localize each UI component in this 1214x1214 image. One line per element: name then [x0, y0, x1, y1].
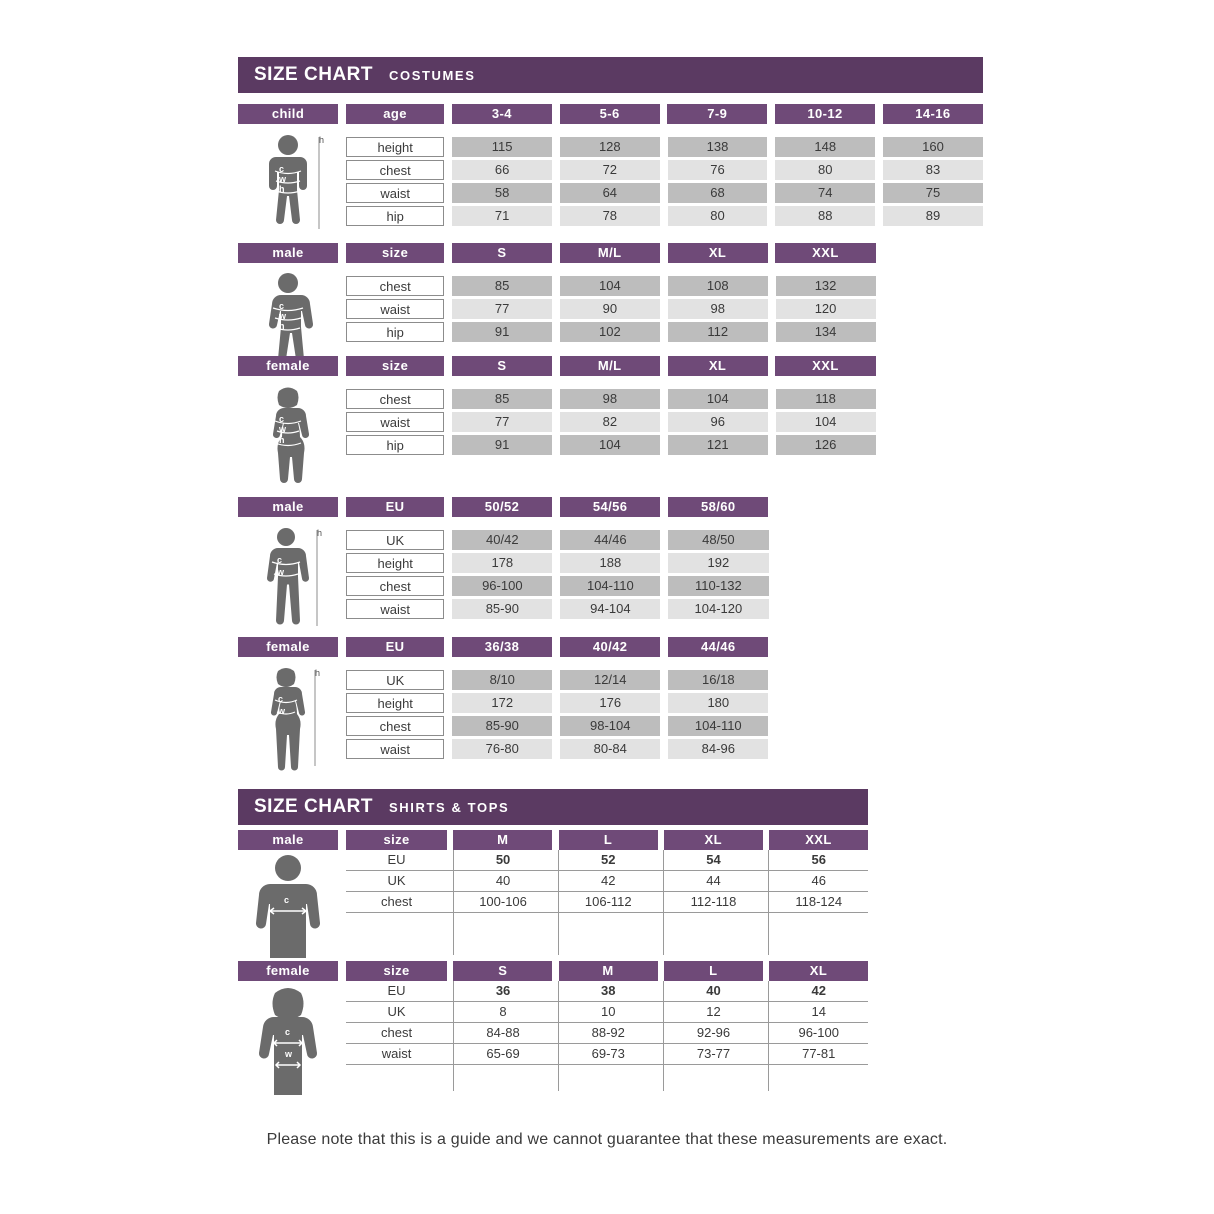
table-row: UK 40 42 44 46 — [346, 871, 868, 892]
child-figure — [238, 137, 338, 238]
table-row: EU 36 38 40 42 — [346, 981, 868, 1002]
mark-h: h — [279, 321, 285, 331]
table-row: waist 77 82 96 104 — [346, 412, 983, 432]
height-arrow-icon — [317, 133, 321, 233]
banner-subtitle: SHIRTS & TOPS — [389, 799, 510, 815]
column-header-row: size S M/L XL XXL — [346, 243, 983, 263]
column-header-row: EU 50/52 54/56 58/60 — [346, 497, 983, 517]
column-header-row: EU 36/38 40/42 44/46 — [346, 637, 983, 657]
mark-w: w — [278, 706, 286, 716]
table-row: height 115 128 138 148 160 — [346, 137, 983, 157]
table-row: chest 85 98 104 118 — [346, 389, 983, 409]
group-label-male-eu: male — [238, 497, 338, 517]
male-eu-figure — [238, 530, 338, 632]
section-male-costumes — [238, 243, 983, 370]
section-child-costumes — [238, 104, 983, 238]
section-male-tops — [238, 830, 868, 964]
mark-w: w — [279, 311, 287, 321]
section-female-tops — [238, 961, 868, 1095]
table-row: hip 71 78 80 88 89 — [346, 206, 983, 226]
table-row: waist 85-90 94-104 104-120 — [346, 599, 983, 619]
mark-height: h — [319, 135, 325, 145]
footer-note: Please note that this is a guide and we cannot guarantee that these measurements are exact. — [266, 1131, 948, 1148]
table-row: chest 85-90 98-104 104-110 — [346, 716, 983, 736]
mark-height: h — [317, 528, 323, 538]
table-row: UK 8/10 12/14 16/18 — [346, 670, 983, 690]
mark-w: w — [285, 1049, 293, 1059]
table-row: waist 65-69 69-73 73-77 77-81 — [346, 1044, 868, 1065]
section-male-eu — [238, 497, 983, 632]
banner-subtitle: COSTUMES — [389, 67, 476, 83]
female-eu-figure — [238, 670, 338, 772]
group-label-female: female — [238, 356, 338, 376]
table-row: hip 91 104 121 126 — [346, 435, 983, 455]
table-row: chest 100-106 106-112 112-118 118-124 — [346, 892, 868, 913]
mark-w: w — [277, 567, 285, 577]
height-arrow-icon — [313, 666, 317, 768]
table-row: UK 8 10 12 14 — [346, 1002, 868, 1023]
mark-h: h — [279, 435, 285, 445]
section-female-eu — [238, 637, 983, 772]
mark-w: w — [279, 424, 287, 434]
column-header-row: size S M/L XL XXL — [346, 356, 983, 376]
group-label-female-tops: female — [238, 961, 338, 981]
female-torso-silhouette-icon — [245, 985, 331, 1095]
mark-c: c — [284, 895, 290, 905]
mark-c: c — [279, 414, 285, 424]
group-label-female-eu: female — [238, 637, 338, 657]
banner-title: SIZE CHART — [254, 64, 373, 85]
male-torso-silhouette-icon — [245, 854, 331, 964]
group-label-male: male — [238, 243, 338, 263]
mark-w: w — [279, 174, 287, 184]
table-row: hip 91 102 112 134 — [346, 322, 983, 342]
group-label-male-tops: male — [238, 830, 338, 850]
mark-c: c — [285, 1027, 291, 1037]
column-header-row: age 3-4 5-6 7-9 10-12 14-16 — [346, 104, 983, 124]
mark-h: h — [279, 184, 285, 194]
table-row: chest 96-100 104-110 110-132 — [346, 576, 983, 596]
table-row: waist 77 90 98 120 — [346, 299, 983, 319]
mark-c: c — [279, 301, 285, 311]
table-row: chest 66 72 76 80 83 — [346, 160, 983, 180]
table-row: EU 50 52 54 56 — [346, 850, 868, 871]
section-female-costumes — [238, 356, 983, 483]
costumes-banner — [238, 57, 983, 93]
shirts-tops-banner — [238, 789, 868, 825]
table-row: chest 85 104 108 132 — [346, 276, 983, 296]
table-row: waist 76-80 80-84 84-96 — [346, 739, 983, 759]
male-tops-figure — [238, 850, 338, 964]
table-row: height 172 176 180 — [346, 693, 983, 713]
child-silhouette-icon — [249, 133, 327, 238]
height-arrow-icon — [315, 526, 319, 628]
mark-c: c — [277, 555, 283, 565]
mark-c: c — [279, 164, 285, 174]
female-figure — [238, 389, 338, 483]
banner-title: SIZE CHART — [254, 796, 373, 817]
mark-height: h — [315, 668, 321, 678]
table-row: waist 58 64 68 74 75 — [346, 183, 983, 203]
column-header-row: size S M L XL — [346, 961, 868, 981]
table-row: chest 84-88 88-92 92-96 96-100 — [346, 1023, 868, 1044]
column-header-row: size M L XL XXL — [346, 830, 868, 850]
female-silhouette-icon — [249, 385, 327, 483]
mark-c: c — [278, 694, 284, 704]
group-label-child: child — [238, 104, 338, 124]
table-row: UK 40/42 44/46 48/50 — [346, 530, 983, 550]
table-row: height 178 188 192 — [346, 553, 983, 573]
female-tops-figure — [238, 981, 338, 1095]
